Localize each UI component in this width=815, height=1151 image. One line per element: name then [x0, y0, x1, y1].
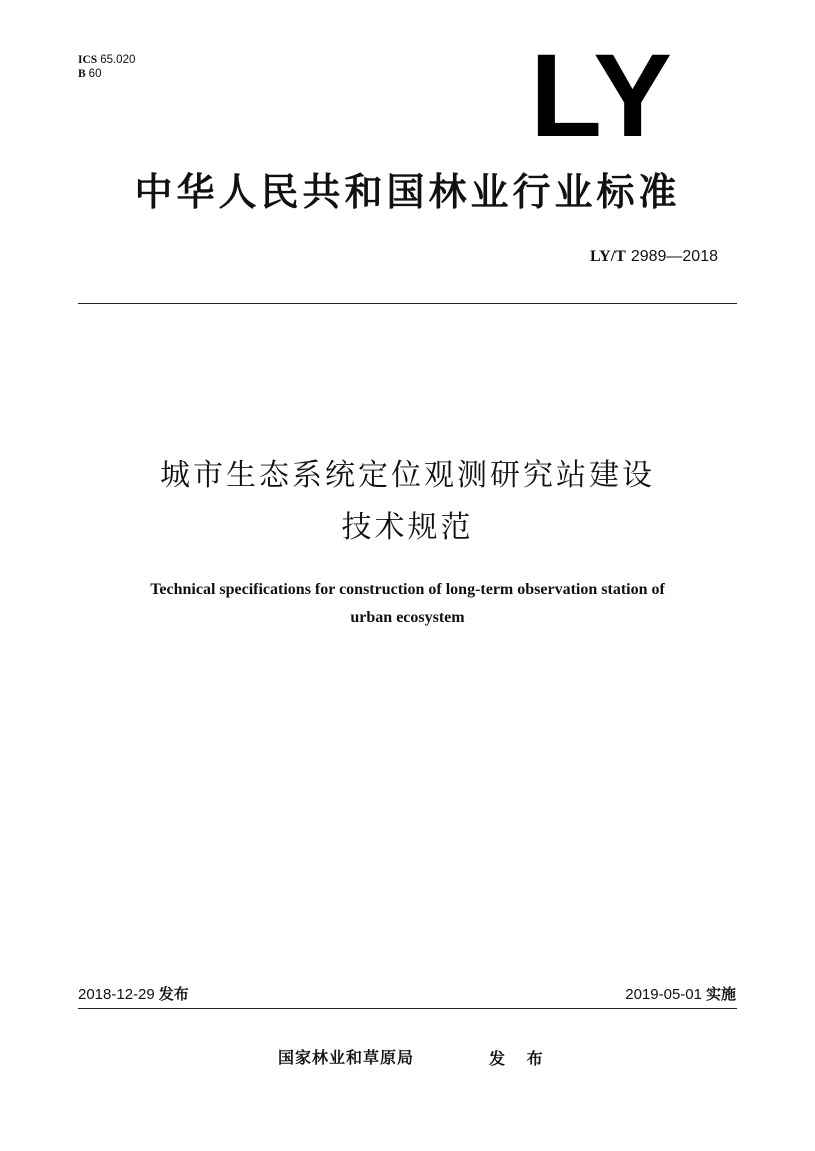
ics-code-line — [78, 53, 135, 67]
ics-label: ICS — [78, 54, 98, 66]
issue-label: 发布 — [158, 985, 189, 1003]
classification-codes — [78, 53, 135, 81]
ccs-label: B — [78, 68, 86, 80]
bottom-divider — [78, 1008, 737, 1009]
top-divider — [78, 303, 737, 304]
standard-code-number: 2989—2018 — [630, 248, 718, 265]
publisher-name: 国家林业和草原局 — [278, 1048, 415, 1067]
standard-code-prefix: LY/T — [589, 248, 626, 265]
ccs-code: 60 — [88, 68, 102, 80]
issue-date — [78, 984, 189, 1005]
ccs-code-line — [78, 67, 135, 81]
publish-label: 发 布 — [489, 1049, 551, 1068]
implementation-label: 实施 — [705, 985, 736, 1003]
english-title-line-2: urban ecosystem — [350, 609, 465, 626]
ics-code: 65.020 — [100, 54, 136, 66]
chinese-title-line-1: 城市生态系统定位观测研究站建设 — [160, 458, 655, 493]
ly-logo: LY — [530, 30, 674, 162]
implementation-date-value: 2019-05-01 — [625, 986, 702, 1003]
chinese-title-line-2: 技术规范 — [341, 510, 474, 545]
standard-code — [590, 246, 718, 267]
standard-category-title: 中华人民共和国林业行业标准 — [134, 170, 681, 214]
english-title-line-1: Technical specifications for construction of long-term observation station of — [150, 581, 665, 598]
implementation-date — [625, 984, 736, 1005]
issue-date-value: 2018-12-29 — [78, 986, 155, 1003]
